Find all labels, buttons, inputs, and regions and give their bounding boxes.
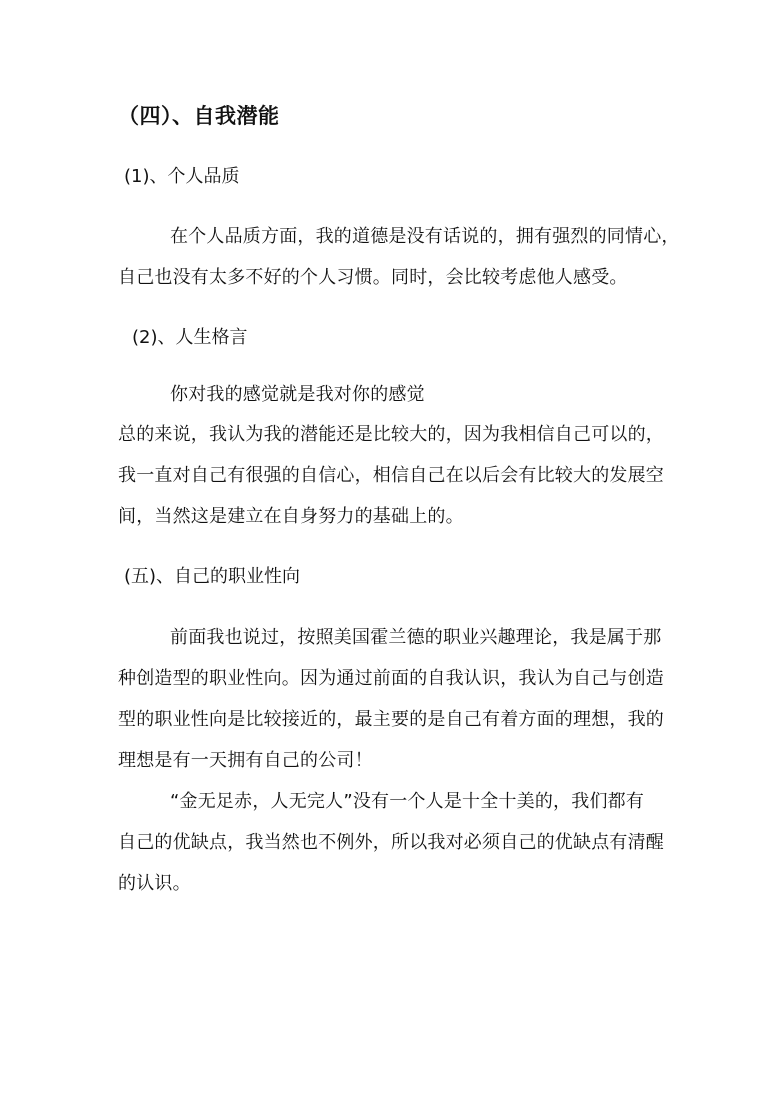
motto-text: 你对我的感觉就是我对你的感觉 (170, 384, 425, 405)
paragraph-line: 种创造型的职业性向。因为通过前面的自我认识，我认为自己与创造 (118, 668, 664, 689)
subsection-2-heading: (2)、人生格言 (132, 327, 248, 348)
section-4-heading: （四）、自我潜能 (118, 104, 280, 128)
paragraph-line: 的认识。 (118, 873, 191, 894)
paragraph-line: 间，当然这是建立在自身努力的基础上的。 (118, 506, 464, 527)
section-5-heading: (五)、自己的职业性向 (124, 566, 301, 587)
paragraph-line: 自己也没有太多不好的个人习惯。同时，会比较考虑他人感受。 (118, 267, 628, 288)
subsection-1-heading: (1)、个人品质 (124, 166, 240, 187)
paragraph-line: 在个人品质方面，我的道德是没有话说的，拥有强烈的同情心， (170, 226, 680, 247)
paragraph-line: “金无足赤，人无完人”没有一个人是十全十美的，我们都有 (170, 791, 645, 812)
paragraph-line: 自己的优缺点，我当然也不例外，所以我对必须自己的优缺点有清醒 (118, 832, 664, 853)
paragraph-line: 型的职业性向是比较接近的，最主要的是自己有着方面的理想，我的 (118, 709, 664, 730)
paragraph-line: 理想是有一天拥有自己的公司！ (118, 750, 373, 771)
paragraph-line: 总的来说，我认为我的潜能还是比较大的，因为我相信自己可以的， (118, 424, 664, 445)
paragraph-line: 我一直对自己有很强的自信心，相信自己在以后会有比较大的发展空 (118, 465, 664, 486)
paragraph-line: 前面我也说过，按照美国霍兰德的职业兴趣理论，我是属于那 (170, 627, 662, 648)
